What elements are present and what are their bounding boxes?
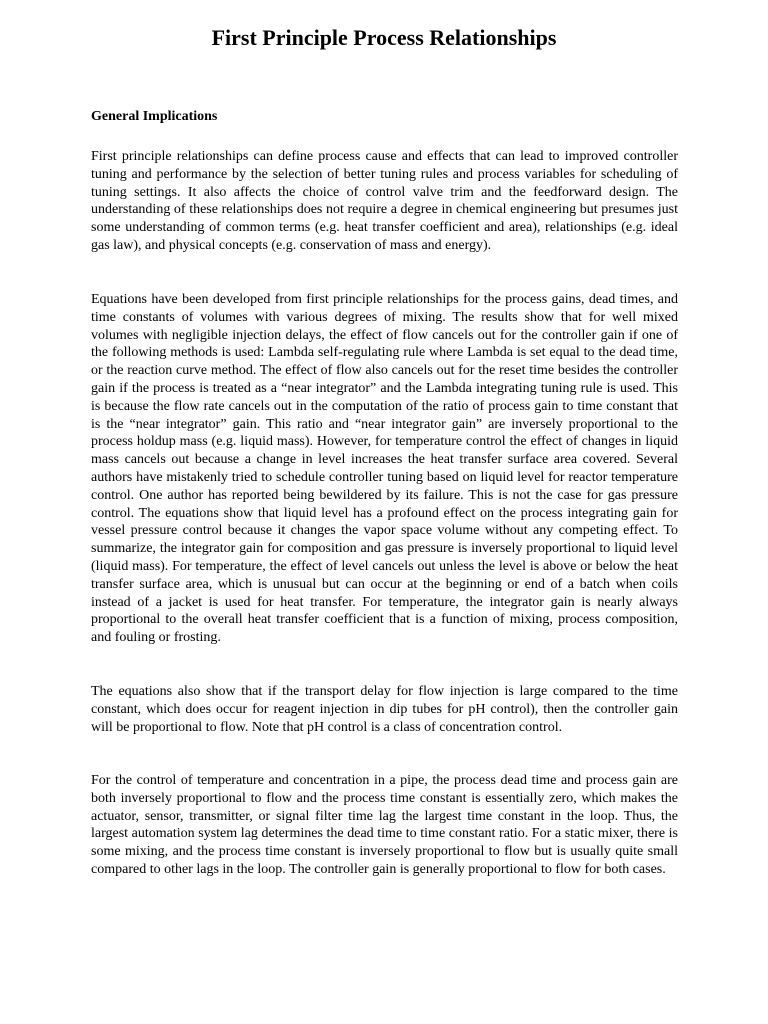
section-heading: General Implications xyxy=(91,109,218,124)
paragraph-equations: Equations have been developed from first principle relationships for the process gains, dead times, and time constants of volumes with various degrees of mixing. The results show that for well mixed volumes with negligible injection delays, the effect of flow cancels out for the controller gain if one of the following methods is used: Lambda self-regulating rule where Lambda is set equal to the dead time, or the reaction curve method. The effect of flow also cancels out for the reset time besides the controller gain if the process is treated as a “near integrator” and the Lambda integrating tuning rule is used. This is because the flow rate cancels out in the computation of the ratio of process gain to time constant that is the “near integrator” gain. This ratio and “near integrator gain” are inversely proportional to the process holdup mass (e.g. liquid mass). However, for temperature control the effect of changes in liquid mass cancels out because a change in level increases the heat transfer surface area covered. Several authors have mistakenly tried to schedule controller tuning based on liquid level for reactor temperature control. One author has reported being bewildered by its failure. This is not the case for gas pressure control. The equations show that liquid level has a profound effect on the process integrating gain for vessel pressure control because it changes the vapor space volume without any competing effect. To summarize, the integrator gain for composition and gas pressure is inversely proportional to liquid level (liquid mass). For temperature, the effect of level cancels out unless the level is above or below the heat transfer surface area, which is unusual but can occur at the beginning or end of a batch when coils instead of a jacket is used for heat transfer. For temperature, the integrator gain is nearly always proportional to the overall heat transfer coefficient that is a function of mixing, process composition, and fouling or frosting. xyxy=(91,292,678,646)
paragraph-intro: First principle relationships can define process cause and effects that can lead to improved controller tuning and performance by the selection of better tuning rules and process variables for scheduling of tuning settings. It also affects the choice of control valve trim and the feedforward design. The understanding of these relationships does not require a degree in chemical engineering but presumes just some understanding of common terms (e.g. heat transfer coefficient and area), relationships (e.g. ideal gas law), and physical concepts (e.g. conservation of mass and energy). xyxy=(91,149,678,253)
page-title: First Principle Process Relationships xyxy=(211,25,557,50)
paragraph-transport-delay: The equations also show that if the transport delay for flow injection is large compared to the time constant, which does occur for reagent injection in dip tubes for pH control), then the controller gain will be proportional to flow. Note that pH control is a class of concentration control. xyxy=(91,684,678,735)
paragraph-pipe-control: For the control of temperature and concentration in a pipe, the process dead time and process gain are both inversely proportional to flow and the process time constant is essentially zero, which makes the actuator, sensor, transmitter, or signal filter time lag the largest time constant in the loop. Thus, the largest automation system lag determines the dead time to time constant ratio. For a static mixer, there is some mixing, and the process time constant is inversely proportional to flow but is usually quite small compared to other lags in the loop. The controller gain is generally proportional to flow for both cases. xyxy=(91,773,678,877)
